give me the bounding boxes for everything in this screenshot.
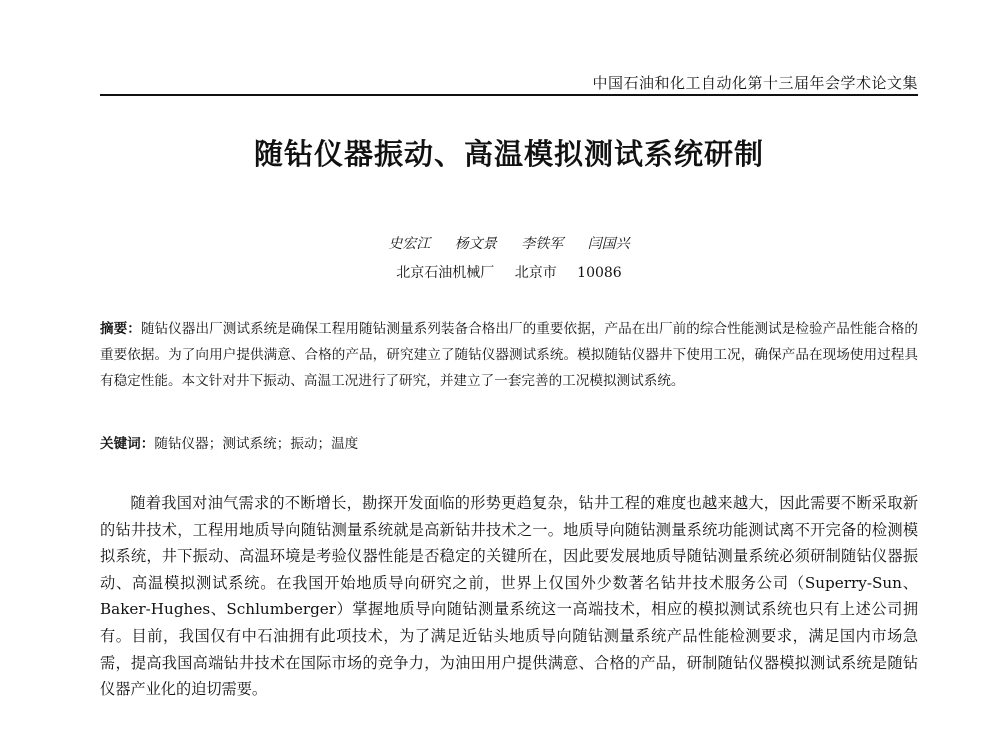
abstract (100, 316, 918, 394)
affiliation-postcode: 10086 (577, 265, 622, 281)
author-name: 李铁军 (521, 236, 564, 252)
author-list (100, 233, 918, 253)
header-rule (100, 94, 918, 96)
affiliation-org: 北京石油机械厂 (396, 265, 495, 281)
keywords-label: 关键词： (100, 436, 155, 452)
affiliation-city: 北京市 (514, 265, 557, 281)
author-name: 闫国兴 (587, 236, 630, 252)
abstract-text: 随钻仪器出厂测试系统是确保工程用随钻测量系列装备合格出厂的重要依据，产品在出厂前的综合性能测试是检验产品性能合格的重要依据。为了向用户提供满意、合格的产品，研究建立了随钻仪器测试系统。模拟随钻仪器井下使用工况，确保产品在现场使用过程具有稳定性能。本文针对井下振动、高温工况进行了研究，并建立了一套完善的工况模拟测试系统。 (100, 321, 918, 389)
running-header: 中国石油和化工自动化第十三届年会学术论文集 (592, 74, 918, 92)
paper-title: 随钻仪器振动、高温模拟测试系统研制 (253, 137, 764, 171)
keyword: ； 振动 (277, 436, 318, 452)
author-name: 史宏江 (388, 236, 431, 252)
keyword: 随钻仪器 (154, 436, 209, 452)
keywords (100, 432, 918, 456)
keyword: ； 温度 (318, 436, 359, 452)
body-paragraph: 随着我国对油气需求的不断增长，勘探开发面临的形势更趋复杂，钻井工程的难度也越来越大，因此需要不断采取新的钻井技术，工程用地质导向随钻测量系统就是高新钻井技术之一。地质导向随钻测量系统功能测试离不开完备的检测模拟系统，井下振动、高温环境是考验仪器性能是否稳定的关键所在，因此要发展地质导随钻测量系统必须研制随钻仪器振动、高温模拟测试系统。在我国开始地质导向研究之前，世界上仅国外少数著名钻井技术服务公司（Superry-Sun、Baker-Hughes、Schlumberger）掌握地质导向随钻测量系统这一高端技术，相应的模拟测试系统也只有上述公司拥有。目前，我国仅有中石油拥有此项技术，为了满足近钻头地质导向随钻测量系统产品性能检测要求，满足国内市场急需，提高我国高端钻井技术在国际市场的竞争力，为油田用户提供满意、合格的产品，研制随钻仪器模拟测试系统是随钻仪器产业化的迫切需要。 (100, 494, 918, 699)
affiliation (100, 262, 918, 282)
abstract-label: 摘要： (100, 321, 141, 337)
keyword: ； 测试系统 (209, 436, 277, 452)
author-name: 杨文景 (454, 236, 497, 252)
